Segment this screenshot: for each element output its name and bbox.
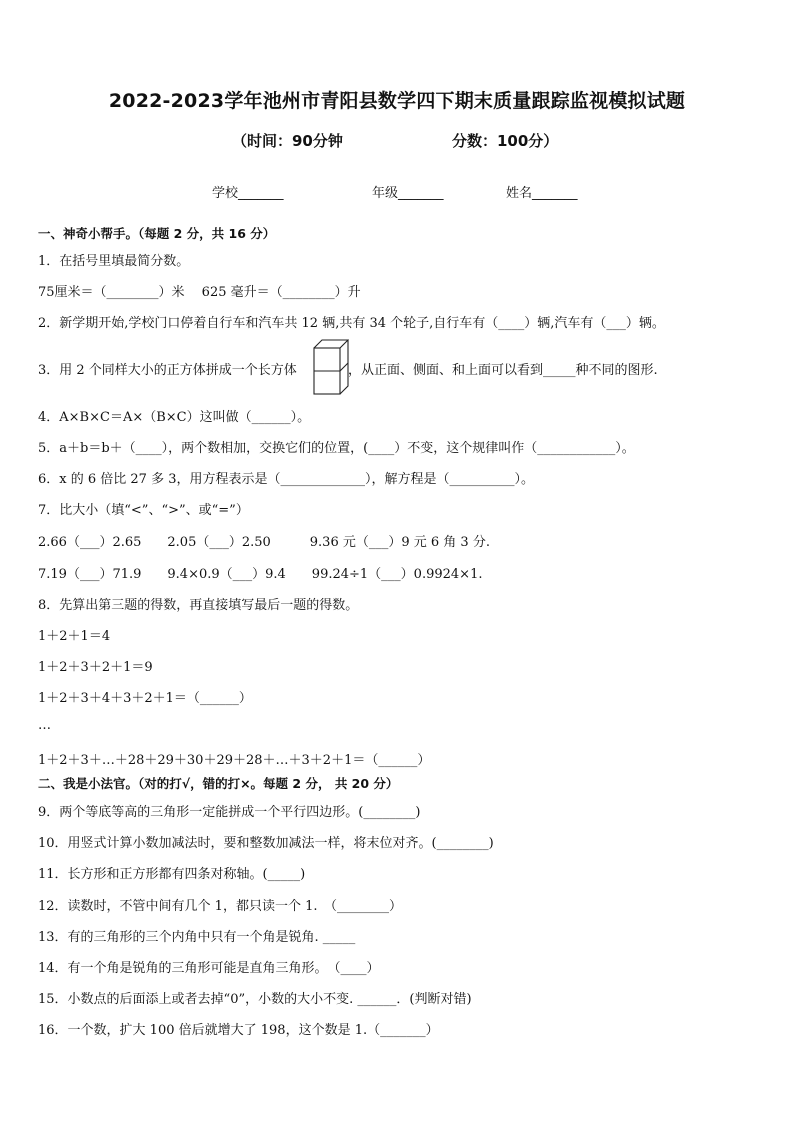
cuboid-figure (313, 338, 349, 396)
question-line: 7.19（___）71.9 9.4×0.9（___）9.4 99.24÷1（___）0.9924×1. (38, 567, 483, 582)
section-1-heading: 一、神奇小帮手。（每题 2 分，共 16 分） (38, 226, 276, 241)
question-line: … (38, 718, 51, 733)
question-line: 16．一个数，扩大 100 倍后就增大了 198，这个数是 1.（_______） (38, 1023, 439, 1038)
question-line: 8．先算出第三题的得数，再直接填写最后一题的得数。 (38, 598, 359, 613)
question-line: 6．x 的 6 倍比 27 多 3，用方程表示是（_____________），解方程是（__________）。 (38, 472, 534, 487)
name-field: 姓名_______ (506, 186, 578, 201)
question-line: ，从正面、侧面、和上面可以看到_____种不同的图形. (348, 363, 658, 378)
question-line: 1＋2＋3＋…＋28＋29＋30＋29＋28＋…＋3＋2＋1＝（______） (38, 753, 431, 768)
school-field: 学校_______ (212, 186, 284, 201)
question-line: 75厘米＝（________）米 625 毫升＝（________）升 (38, 285, 361, 300)
question-line: 1＋2＋1＝4 (38, 629, 111, 644)
section-2-heading: 二、我是小法官。（对的打√，错的打×。每题 2 分， 共 20 分） (38, 776, 399, 791)
exam-score: 分数：100分） (452, 132, 559, 150)
question-line: 9．两个等底等高的三角形一定能拼成一个平行四边形。(________) (38, 805, 421, 820)
question-line: 13．有的三角形的三个内角中只有一个角是锐角. _____ (38, 930, 356, 945)
question-line: 4．A×B×C＝A×（B×C）这叫做（______）。 (38, 410, 311, 425)
question-line: 11．长方形和正方形都有四条对称轴。(_____) (38, 867, 306, 882)
question-line: 1．在括号里填最简分数。 (38, 254, 190, 269)
question-line: 2.66（___）2.65 2.05（___）2.50 9.36 元（___）9 元 6 角 3 分. (38, 535, 490, 550)
question-line: 2．新学期开始,学校门口停着自行车和汽车共 12 辆,共有 34 个轮子,自行车有（____）辆,汽车有（___）辆。 (38, 316, 665, 331)
question-line: 7．比大小（填“<”、“>”、或“=”） (38, 503, 249, 518)
question-line: 14．有一个角是锐角的三角形可能是直角三角形。 （____） (38, 961, 380, 976)
question-line: 12．读数时，不管中间有几个 1，都只读一个 1. （________） (38, 899, 402, 914)
exam-time: （时间：90分钟 (232, 132, 343, 150)
question-line: 15．小数点的后面添上或者去掉“0”，小数的大小不变. ______．(判断对错) (38, 992, 472, 1007)
question-line: 3．用 2 个同样大小的正方体拼成一个长方体 (38, 363, 297, 378)
question-line: 1＋2＋3＋4＋3＋2＋1＝（______） (38, 691, 252, 706)
question-line: 5．a＋b＝b＋（____），两个数相加，交换它们的位置，(____）不变，这个规律叫作（____________）。 (38, 441, 635, 456)
question-line: 10．用竖式计算小数加减法时，要和整数加减法一样，将末位对齐。(________) (38, 836, 494, 851)
grade-field: 年级_______ (372, 186, 444, 201)
exam-title: 2022-2023学年池州市青阳县数学四下期末质量跟踪监视模拟试题 (108, 90, 686, 112)
question-line: 1＋2＋3＋2＋1＝9 (38, 660, 153, 675)
